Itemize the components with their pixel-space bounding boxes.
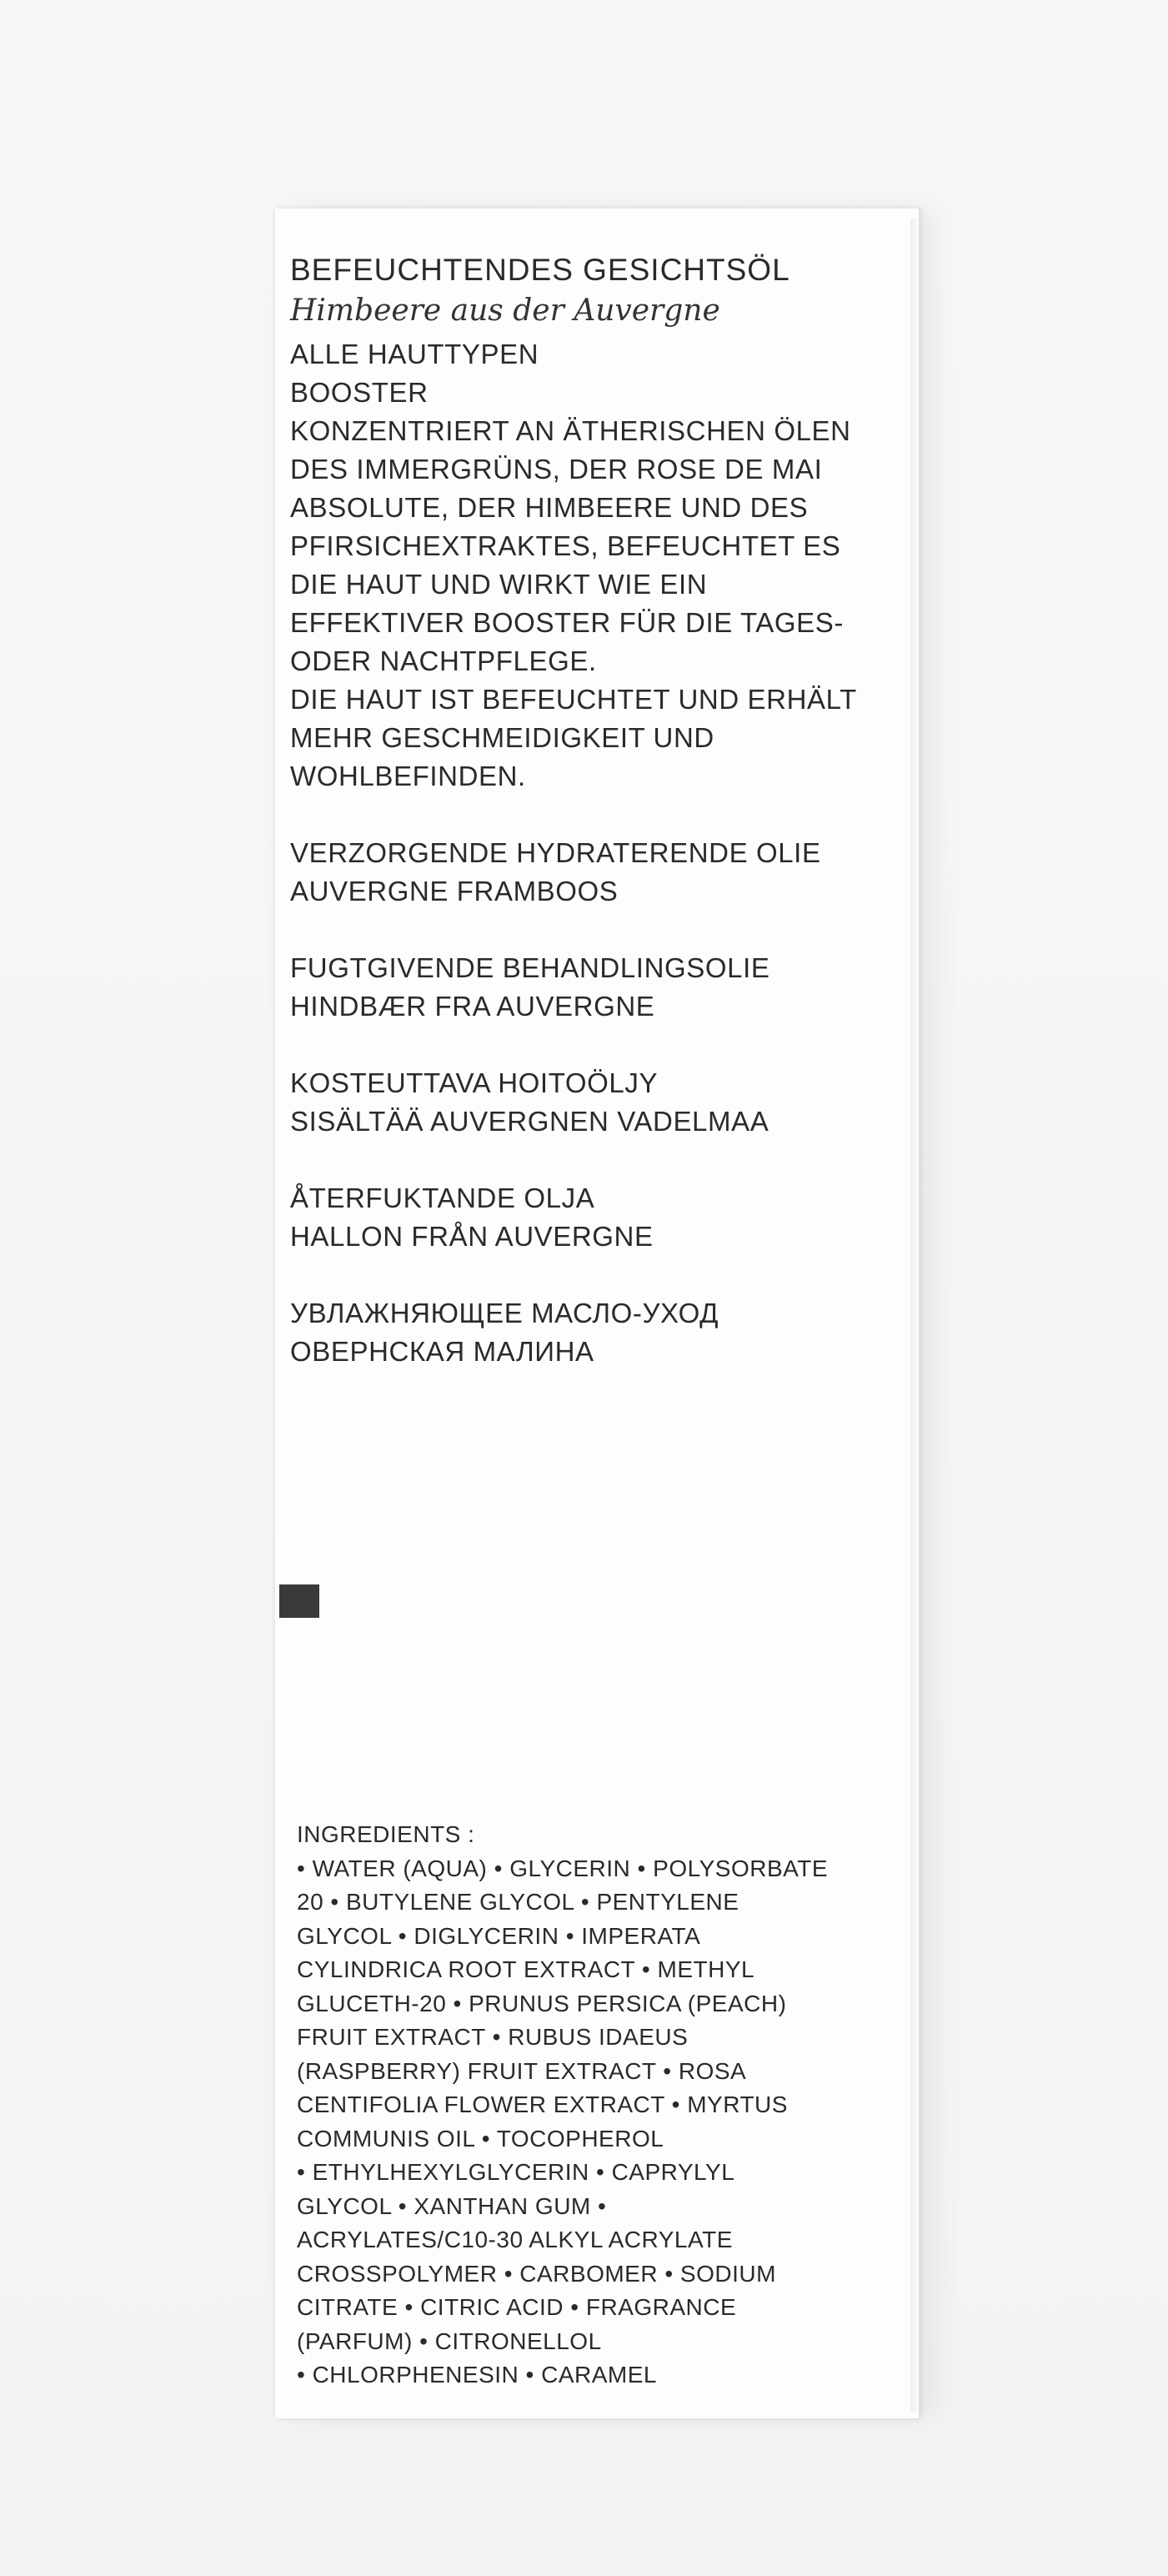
german-description: [290, 335, 890, 796]
translation-line: AUVERGNE FRAMBOOS: [290, 876, 619, 906]
description-line: DES IMMERGRÜNS, DER ROSE DE MAI: [290, 454, 823, 485]
ingredients-line: INGREDIENTS :: [297, 1821, 475, 1847]
translation-dutch: [290, 834, 890, 911]
product-subtitle: Himbeere aus der Auvergne: [290, 294, 720, 328]
description-line: EFFEKTIVER BOOSTER FÜR DIE TAGES-: [290, 607, 844, 638]
translation-line: FUGTGIVENDE BEHANDLINGSOLIE: [290, 952, 770, 983]
ingredients-line: CYLINDRICA ROOT EXTRACT • METHYL: [297, 1956, 755, 1982]
translation-line: KOSTEUTTAVA HOITOÖLJY: [290, 1067, 659, 1098]
ingredients-line: (RASPBERRY) FRUIT EXTRACT • ROSA: [297, 2057, 747, 2084]
ingredients-line: COMMUNIS OIL • TOCOPHEROL: [297, 2125, 664, 2152]
ingredients-line: 20 • BUTYLENE GLYCOL • PENTYLENE: [297, 1889, 739, 1915]
ingredients-line: GLYCOL • DIGLYCERIN • IMPERATA: [297, 1922, 701, 1949]
translation-swedish: [290, 1179, 890, 1256]
description-line: DIE HAUT IST BEFEUCHTET UND ERHÄLT: [290, 684, 857, 715]
description-line: ALLE HAUTTYPEN: [290, 339, 539, 369]
description-line: ODER NACHTPFLEGE.: [290, 645, 597, 676]
translation-line: SISÄLTÄÄ AUVERGNEN VADELMAA: [290, 1106, 769, 1137]
ingredients-line: GLUCETH-20 • PRUNUS PERSICA (PEACH): [297, 1990, 787, 2016]
translation-line: ÅTERFUKTANDE OLJA: [290, 1183, 595, 1213]
translation-line: HALLON FRÅN AUVERGNE: [290, 1221, 654, 1252]
product-title: BEFEUCHTENDES GESICHTSÖL: [290, 253, 790, 287]
ingredients-line: (PARFUM) • CITRONELLOL: [297, 2327, 602, 2354]
ingredients-line: CITRATE • CITRIC ACID • FRAGRANCE: [297, 2294, 737, 2320]
product-description: [290, 250, 890, 1371]
print-registration-mark: [279, 1584, 319, 1618]
ingredients-line: • WATER (AQUA) • GLYCERIN • POLYSORBATE: [297, 1855, 828, 1881]
translation-finnish: [290, 1064, 890, 1141]
ingredients-list: [297, 1818, 897, 2393]
translation-line: УВЛАЖНЯЮЩЕЕ МАСЛО-УХОД: [290, 1298, 719, 1328]
translation-russian: [290, 1294, 890, 1371]
box-edge-shadow: [910, 218, 920, 2412]
translation-danish: [290, 949, 890, 1026]
ingredients-line: ACRYLATES/C10-30 ALKYL ACRYLATE: [297, 2227, 733, 2252]
ingredients-line: CENTIFOLIA FLOWER EXTRACT • MYRTUS: [297, 2091, 788, 2117]
description-line: MEHR GESCHMEIDIGKEIT UND: [290, 722, 714, 753]
ingredients-line: FRUIT EXTRACT • RUBUS IDAEUS: [297, 2024, 689, 2050]
translation-line: ОВЕРНСКАЯ МАЛИНА: [290, 1336, 594, 1367]
translation-line: HINDBÆR FRA AUVERGNE: [290, 991, 655, 1022]
description-line: KONZENTRIERT AN ÄTHERISCHEN ÖLEN: [290, 415, 851, 446]
description-line: BOOSTER: [290, 377, 429, 408]
ingredients-line: • CHLORPHENESIN • CARAMEL: [297, 2362, 657, 2388]
description-line: WOHLBEFINDEN.: [290, 761, 526, 791]
ingredients-line: CROSSPOLYMER • CARBOMER • SODIUM: [297, 2260, 776, 2287]
ingredients-line: • ETHYLHEXYLGLYCERIN • CAPRYLYL: [297, 2159, 735, 2185]
ingredients-line: GLYCOL • XANTHAN GUM •: [297, 2192, 607, 2219]
description-line: DIE HAUT UND WIRKT WIE EIN: [290, 569, 708, 600]
description-line: ABSOLUTE, DER HIMBEERE UND DES: [290, 492, 809, 523]
description-line: PFIRSICHEXTRAKTES, BEFEUCHTET ES: [290, 530, 841, 561]
translation-line: VERZORGENDE HYDRATERENDE OLIE: [290, 837, 821, 868]
